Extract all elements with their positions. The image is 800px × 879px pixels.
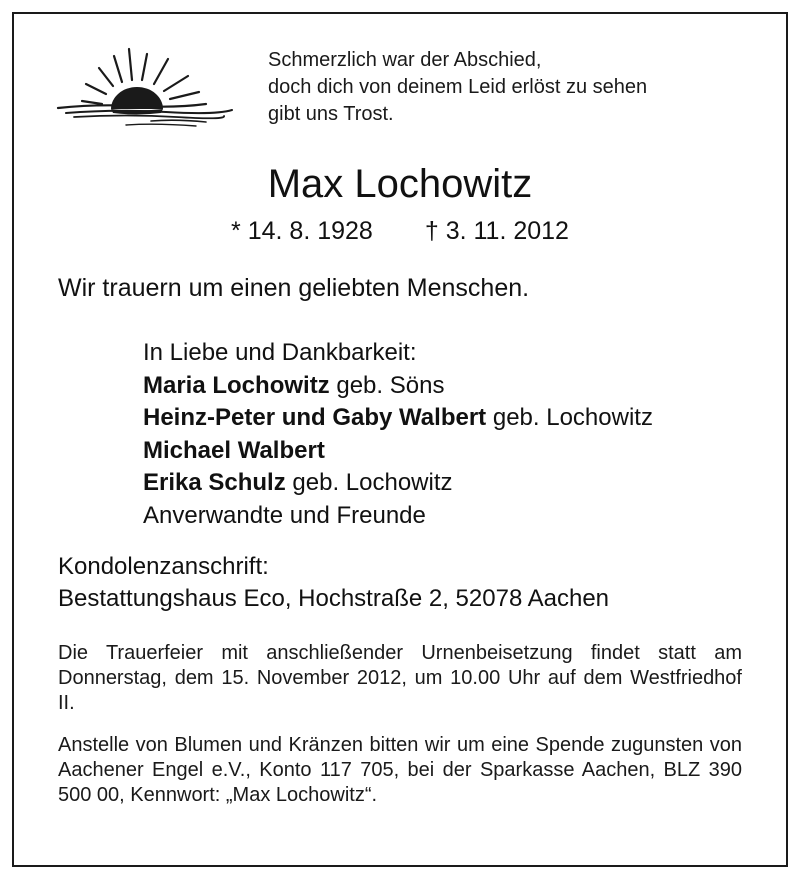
family-intro: In Liebe und Dankbarkeit: [143, 339, 417, 366]
member-name: Maria Lochowitz [143, 371, 330, 399]
birth-date: * 14. 8. 1928 [231, 217, 373, 245]
member-suffix: geb. Lochowitz [486, 404, 653, 431]
verse [268, 47, 647, 128]
rising-sun-icon [56, 46, 236, 132]
verse-line: gibt uns Trost. [268, 103, 394, 125]
verse-line: Schmerzlich war der Abschied, [268, 49, 542, 71]
condolence-label: Kondolenzanschrift: [58, 553, 269, 580]
death-date: † 3. 11. 2012 [424, 217, 569, 245]
family-member [143, 370, 653, 403]
deceased-name: Max Lochowitz [267, 162, 533, 206]
condolence-address [58, 551, 609, 615]
member-suffix: geb. Söns [329, 371, 445, 399]
family-closing: Anverwandte und Freunde [143, 501, 426, 529]
member-name: Erika Schulz [143, 469, 286, 496]
life-dates [0, 215, 800, 247]
ceremony-notice: Die Trauerfeier mit anschließender Urnenbeisetzung findet statt am Donnerstag, dem 15. November 2012, um 10.00 Uhr auf dem Westfriedhof II. [58, 642, 742, 714]
verse-line: doch dich von deinem Leid erlöst zu sehen [268, 76, 648, 98]
member-name: Heinz-Peter und Gaby Walbert [143, 404, 487, 431]
family-member [143, 435, 653, 468]
member-suffix: geb. Lochowitz [285, 469, 453, 496]
donation-notice: Anstelle von Blumen und Kränzen bitten wir um eine Spende zugunsten von Aachener Engel e.V., Konto 117 705, bei der Sparkasse Aachen, BLZ 390 500 00, Kennwort: „Max Lochowitz“. [58, 734, 742, 806]
family-member [143, 402, 653, 435]
family-member [143, 467, 653, 500]
family-list [143, 337, 653, 532]
mourning-line: Wir trauern um einen geliebten Menschen. [58, 274, 530, 302]
condolence-address-line: Bestattungshaus Eco, Hochstraße 2, 52078 Aachen [58, 585, 610, 612]
member-name: Michael Walbert [143, 436, 325, 464]
